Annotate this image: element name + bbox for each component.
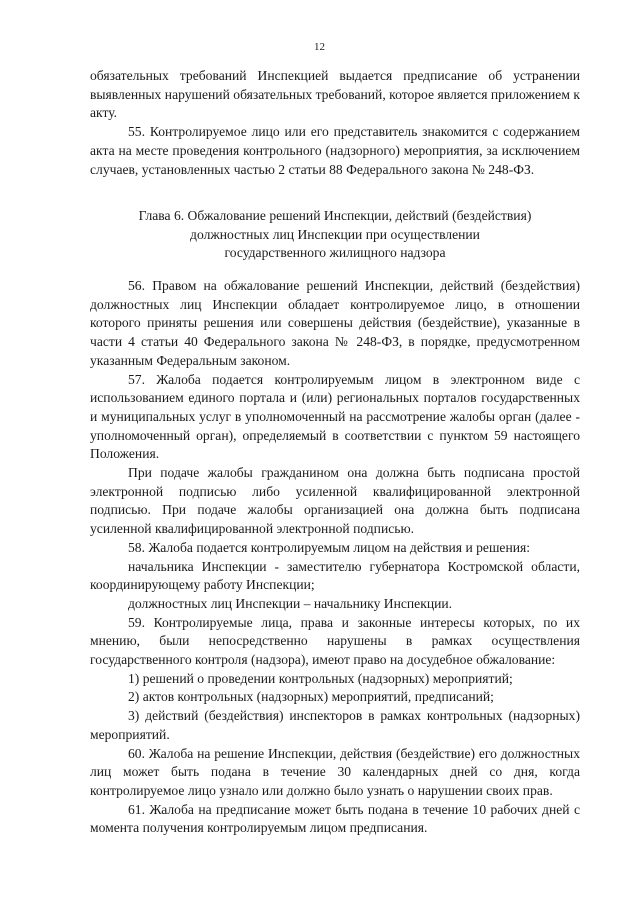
paragraph-57: 57. Жалоба подается контролируемым лицом в электронном виде с использованием единого портала и (или) региональных порталов государственных и муниципальных услуг в уполномоченный на рассмотрение жалобы орган (далее - уполномоченный орган), определяемый в соответствии с пунктом 59 настоящего Положения. [90,371,580,462]
paragraph-60: 60. Жалоба на решение Инспекции, действия (бездействие) его должностных лиц может быть подана в течение 30 календарных дней со дня, когда контролируемое лицо узнало или должно было узнать о нарушении своих прав. [90,745,580,798]
paragraph-57-signature: При подаче жалобы гражданином она должна быть подписана простой электронной подписью либо усиленной квалифицированной электронной подписью. При подаче жалобы организацией она должна быть подписана усиленной квалифицированной электронной подписью. [90,465,580,537]
intro-block [90,67,580,179]
chapter-heading-line-2: должностных лиц Инспекции при осуществлении [190,226,480,242]
paragraph-59-item-3: 3) действий (бездействия) инспекторов в рамках контрольных (надзорных) мероприятий. [90,708,580,742]
chapter-heading-line-1: Глава 6. Обжалование решений Инспекции, действий (бездействия) [138,208,532,223]
paragraph-56: 56. Правом на обжалование решений Инспекции, действий (бездействия) должностных лиц Инспекции обладает контролируемое лицо, в отношении которого приняты решения или совершены действия (бездействие), указанные в части 4 статьи 40 Федерального закона № 248-ФЗ, в порядке, предусмотренном указанным Федеральным законом. [90,278,580,368]
paragraph-continuation: обязательных требований Инспекцией выдается предписание об устранении выявленных нарушений обязательных требований, которое является приложением к акту. [90,68,580,121]
chapter-heading-line-3: государственного жилищного надзора [224,245,446,261]
chapter-heading [90,207,580,263]
paragraph-59-item-1: 1) решений о проведении контрольных (надзорных) мероприятий; [128,670,513,686]
page-number: 12 [314,41,325,53]
chapter-body [90,277,580,838]
paragraph-58-item-head: начальника Инспекции - заместителю губернатора Костромской области, координирующему работу Инспекции; [90,558,580,593]
paragraph-58: 58. Жалоба подается контролируемым лицом на действия и решения: [128,539,531,555]
paragraph-58-item-officials: должностных лиц Инспекции – начальнику Инспекции. [128,595,453,611]
paragraph-59-item-2: 2) актов контрольных (надзорных) мероприятий, предписаний; [128,689,494,705]
paragraph-59: 59. Контролируемые лица, права и законные интересы которых, по их мнению, были непосредственно нарушены в рамках осуществления государственного контроля (надзора), имеют право на досудебное обжалование: [90,614,580,668]
paragraph-61: 61. Жалоба на предписание может быть подана в течение 10 рабочих дней с момента получения контролируемым лицом предписания. [90,801,580,836]
paragraph-55: 55. Контролируемое лицо или его представитель знакомится с содержанием акта на месте проведения контрольного (надзорного) мероприятия, за исключением случаев, установленных частью 2 статьи 88 Федерального закона № 248-ФЗ. [90,124,580,177]
